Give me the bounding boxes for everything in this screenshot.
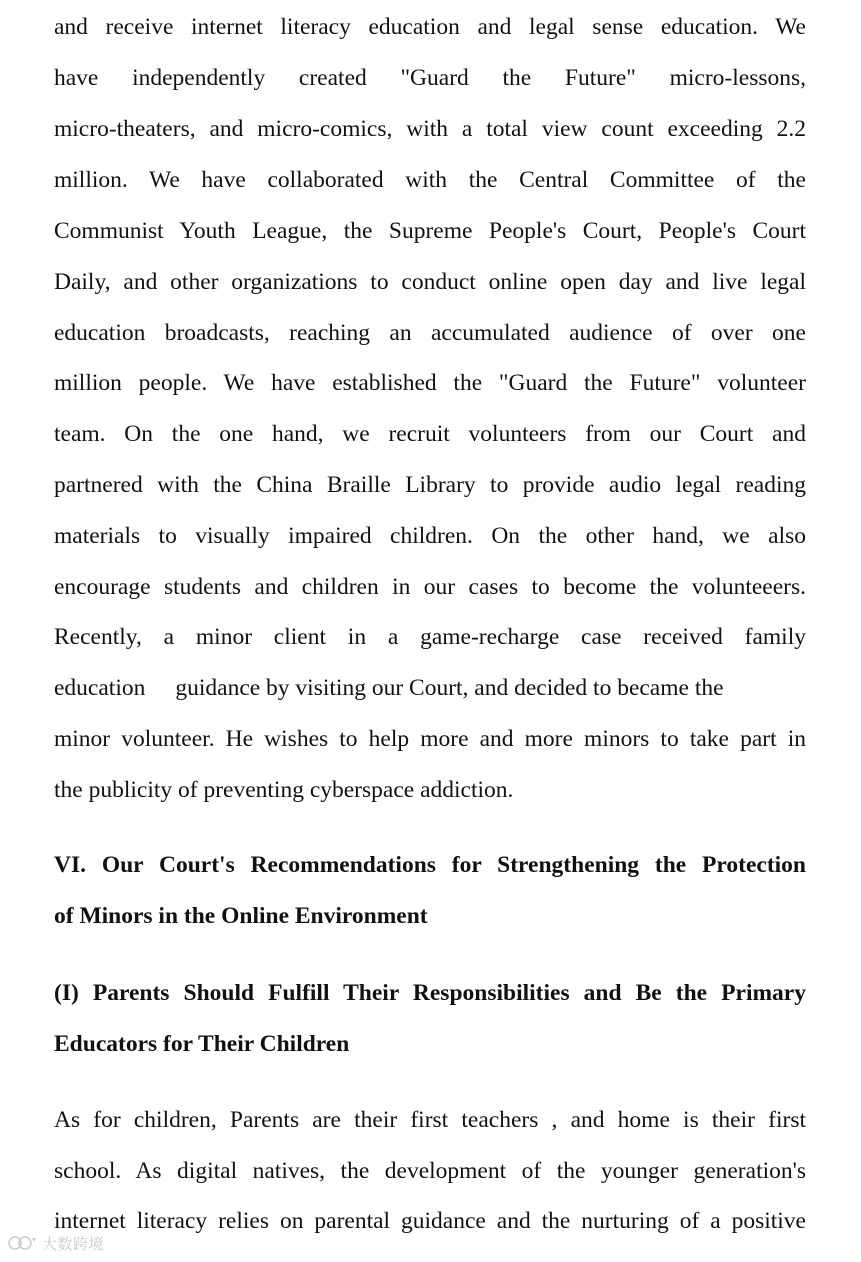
paragraph-line: micro-theaters, and micro-comics, with a total view count exceeding 2.2 bbox=[54, 116, 806, 142]
paragraph-line: have independently created "Guard the Future" micro-lessons, bbox=[54, 65, 806, 91]
watermark-text: 大数跨境 bbox=[42, 1234, 105, 1253]
paragraph-line: Daily, and other organizations to conduct online open day and live legal bbox=[54, 269, 806, 295]
paragraph-line: partnered with the China Braille Library to provide audio legal reading bbox=[54, 472, 806, 498]
paragraph-line: team. On the one hand, we recruit volunteers from our Court and bbox=[54, 421, 806, 447]
paragraph-line-part: education bbox=[54, 675, 146, 701]
paragraph-line: and receive internet literacy education and legal sense education. We bbox=[54, 14, 806, 40]
paragraph-line: materials to visually impaired children. On the other hand, we also bbox=[54, 523, 806, 549]
brand-logo-icon bbox=[8, 1234, 38, 1252]
paragraph-line: minor volunteer. He wishes to help more and more minors to take part in bbox=[54, 726, 806, 752]
subsection-heading-line: (I) Parents Should Fulfill Their Responsibilities and Be the Primary bbox=[54, 980, 806, 1006]
subsection-heading-line: Educators for Their Children bbox=[54, 1031, 350, 1057]
section-heading-line: VI. Our Court's Recommendations for Strengthening the Protection bbox=[54, 852, 806, 878]
paragraph-line-part: guidance by visiting our Court, and decided to became the bbox=[175, 675, 724, 701]
paragraph-line bbox=[54, 673, 806, 703]
paragraph-line: million. We have collaborated with the Central Committee of the bbox=[54, 167, 806, 193]
paragraph-line: Communist Youth League, the Supreme People's Court, People's Court bbox=[54, 218, 806, 244]
paragraph-line: As for children, Parents are their first teachers , and home is their first bbox=[54, 1107, 806, 1133]
paragraph-line: million people. We have established the "Guard the Future" volunteer bbox=[54, 370, 806, 396]
paragraph-line: the publicity of preventing cyberspace addiction. bbox=[54, 777, 514, 803]
paragraph-line: education broadcasts, reaching an accumulated audience of over one bbox=[54, 320, 806, 346]
paragraph-line: encourage students and children in our cases to become the volunteeers. bbox=[54, 574, 806, 600]
paragraph-line: internet literacy relies on parental guidance and the nurturing of a positive bbox=[54, 1208, 806, 1234]
paragraph-line: school. As digital natives, the development of the younger generation's bbox=[54, 1158, 806, 1184]
watermark bbox=[8, 1232, 104, 1254]
section-heading-line: of Minors in the Online Environment bbox=[54, 903, 428, 929]
paragraph-line: Recently, a minor client in a game-recharge case received family bbox=[54, 624, 806, 650]
